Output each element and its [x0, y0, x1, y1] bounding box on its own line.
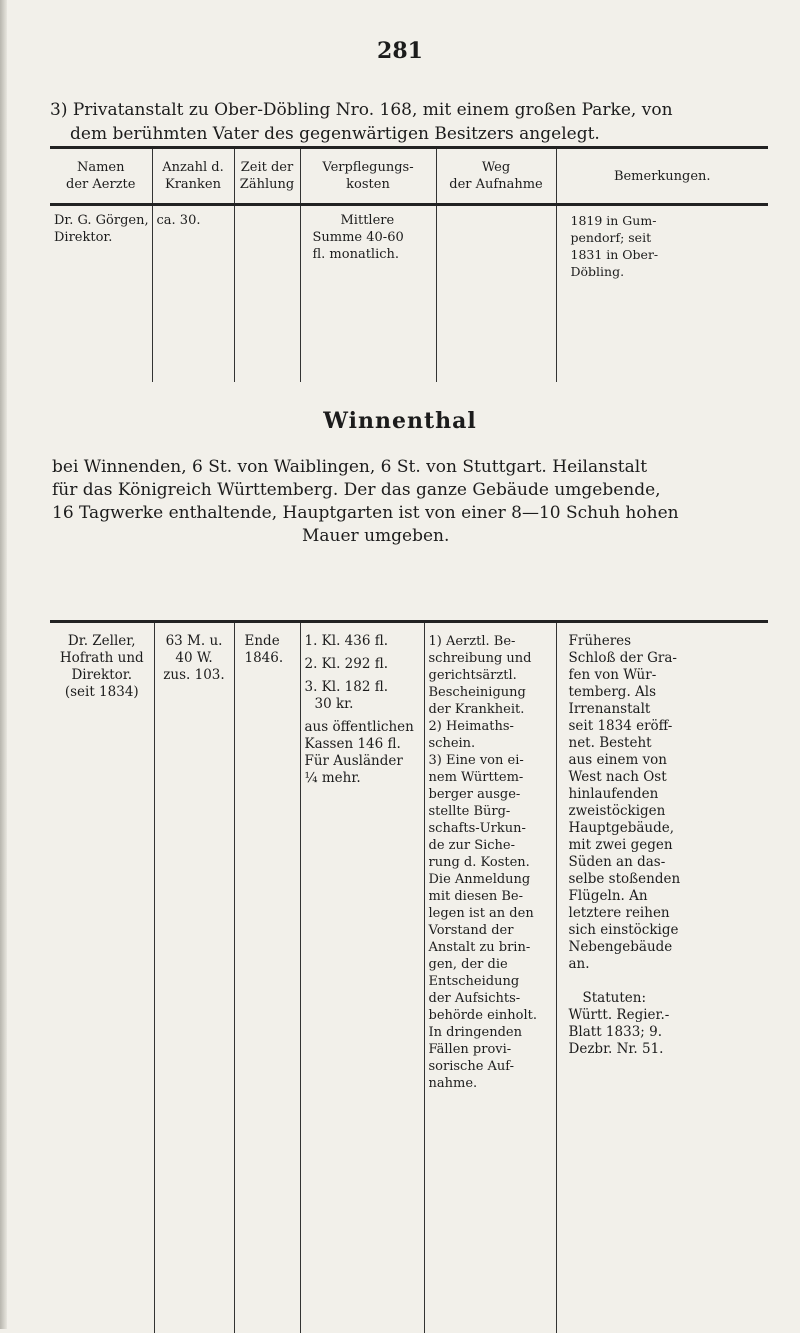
section-line: für das Königreich Württemberg. Der das ganze Gebäude umgebende, [52, 480, 661, 500]
table-winnenthal [50, 620, 768, 1333]
cell-remarks: Früheres Schloß der Gra- fen von Wür- temberg. Als Irrenanstalt seit 1834 eröff- net. Besteht aus einem von West nach Ost hinlaufenden zweistöckigen Hauptgebäude, mit zwei gegen Süden an das- selbe stoßenden Flügeln. An letztere reihen sich einstöckige Nebengebäude an. Statuten: Württ. Regier.- Blatt 1833; 9. Dezbr. Nr. 51. [556, 623, 768, 1333]
cell-time: Ende 1846. [234, 623, 300, 1333]
table-doebling [50, 146, 768, 382]
table-row [50, 623, 768, 1333]
header-names: Namen der Aerzte [66, 160, 136, 192]
header-remarks: Bemerkungen. [556, 148, 768, 205]
intro-line: dem berühmten Vater des gegenwärtigen Besitzers angelegt. [70, 124, 600, 144]
table-header-row [50, 148, 768, 205]
section-line: Mauer umgeben. [302, 526, 450, 546]
cell-remarks: 1819 in Gum- pendorf; seit 1831 in Ober- Döbling. [556, 205, 768, 383]
header-admission: Weg der Aufnahme [436, 148, 556, 205]
cell-time [234, 205, 300, 383]
header-count: Anzahl d. Kranken [152, 148, 234, 205]
section-title: Winnenthal [323, 408, 477, 434]
cell-admission: 1) Aerztl. Be- schreibung und gerichtsärztl. Bescheinigung der Krankheit. 2) Heimaths- schein. 3) Eine von ei- nem Württem- berger ausge- stellte Bürg- schafts-Urkun- de zur Siche- rung d. Kosten. Die Anmeldung mit diesen Be- legen ist an den Vorstand der Anstalt zu brin- gen, der die Entscheidung der Aufsichts- behörde einholt. In dringenden Fällen provi- sorische Auf- nahme. [424, 623, 556, 1333]
cell-name: Dr. G. Görgen, Direktor. [54, 213, 149, 245]
section-line: 16 Tagwerke enthaltende, Hauptgarten ist von einer 8—10 Schuh hohen [52, 503, 679, 523]
intro-line: 3) Privatanstalt zu Ober-Döbling Nro. 168, mit einem großen Parke, von [50, 100, 673, 120]
cell-costs: 1. Kl. 436 fl. 2. Kl. 292 fl. 3. Kl. 182 fl. 30 kr. aus öffentlichen Kassen 146 fl. Für Ausländer ¼ mehr. [300, 623, 424, 1333]
cell-admission [436, 205, 556, 383]
cell-count: ca. 30. [152, 205, 234, 383]
section-paragraph [52, 456, 772, 548]
page-number: 281 [377, 38, 423, 64]
cell-count: 63 M. u. 40 W. zus. 103. [154, 623, 234, 1333]
header-time: Zeit der Zählung [234, 148, 300, 205]
header-costs: Verpflegungs- kosten [300, 148, 436, 205]
section-line: bei Winnenden, 6 St. von Waiblingen, 6 St. von Stuttgart. Heilanstalt [52, 457, 648, 477]
cell-name: Dr. Zeller, Hofrath und Direktor. (seit 1834) [59, 633, 144, 700]
table-row [50, 205, 768, 383]
intro-paragraph [50, 98, 770, 146]
cell-costs: Mittlere Summe 40-60 fl. monatlich. [300, 205, 436, 383]
scan-edge-shadow [0, 0, 7, 1329]
